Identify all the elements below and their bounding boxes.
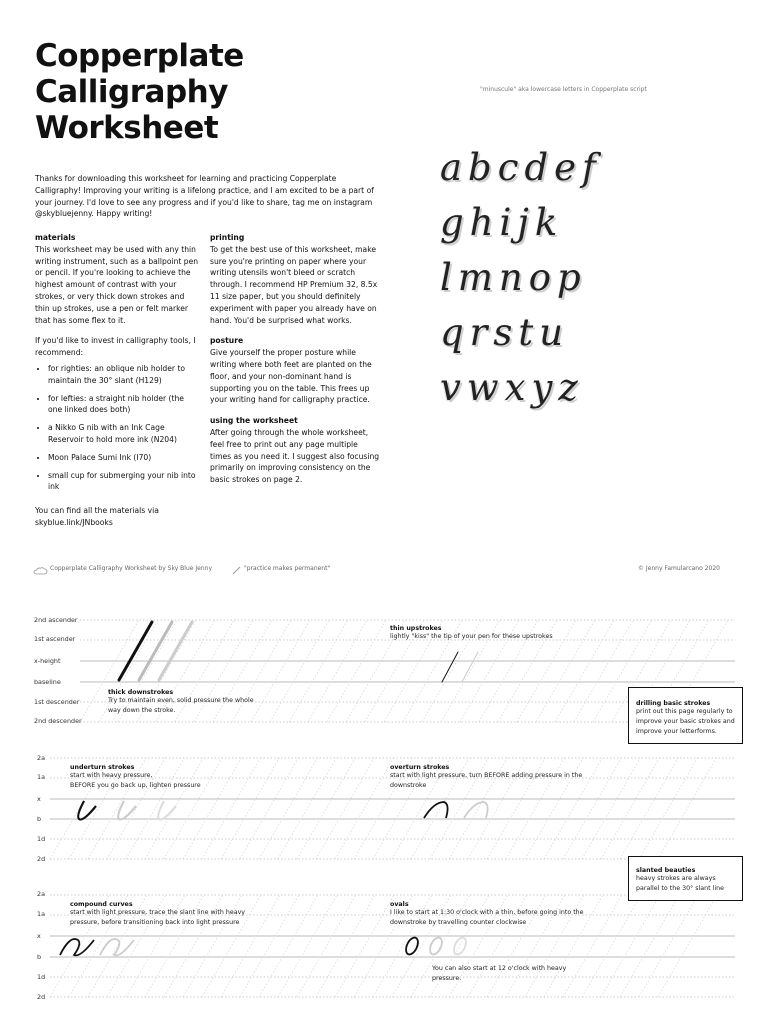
slant-line (316, 758, 374, 859)
note-title: slanted beauties (636, 867, 696, 874)
slant-line (327, 620, 386, 722)
using-body: After going through the whole worksheet, feel free to print out any page multiple times as you need it. I suggest also focusing primarily on improving consistency on the basic strokes on page 2. (210, 427, 380, 485)
slant-line (601, 895, 660, 997)
slant-line (278, 758, 336, 859)
thick-downstrokes-note (108, 689, 258, 716)
slant-line (316, 895, 375, 997)
compound-curves-note (70, 901, 275, 928)
alphabet-row: vwxyz (440, 366, 584, 409)
note-body: start with heavy pressure, (70, 772, 153, 779)
materials-invest: If you'd like to invest in calligraphy tools, I recommend: (35, 336, 196, 358)
guide-label: b (37, 953, 42, 961)
list-item: • for lefties: a straight nib holder (the one linked does both) (48, 393, 200, 417)
slant-line (251, 620, 310, 722)
guide-label: 1d (37, 973, 46, 981)
posture-body: Give yourself the proper posture while writing where both feet are planted on the floor, and your non-dominant hand is supporting you on the table. This frees up your writing hand for calligraphy practice. (210, 348, 372, 405)
guide-label: 2a (37, 890, 45, 898)
note-body: start with light pressure, turn BEFORE adding pressure in the downstroke (390, 772, 583, 789)
note-title: drilling basic strokes (636, 700, 711, 707)
alphabet-caption: "minuscule" aka lowercase letters in Copperplate script (480, 86, 647, 93)
slant-line (639, 758, 697, 859)
printing-heading: printing (210, 233, 245, 242)
guide-label: x (37, 932, 41, 940)
posture-heading: posture (210, 336, 244, 346)
note-body: lightly "kiss" the tip of your pen for these upstrokes (390, 633, 553, 640)
overturn-stroke-trace (464, 802, 488, 818)
compound-curve-trace (100, 939, 134, 955)
thick-downstroke-trace (159, 622, 192, 680)
guide-label: x (37, 795, 41, 803)
oval-stroke-trace (452, 936, 469, 957)
slant-line (335, 758, 393, 859)
note-body: BEFORE you go back up, lighten pressure (70, 782, 201, 789)
underturn-stroke-trace (118, 801, 136, 819)
list-item: • Moon Palace Sumi Ink (I70) (48, 452, 200, 464)
guide-label: baseline (34, 678, 61, 686)
slant-line (658, 758, 716, 859)
note-title: overturn strokes (390, 764, 450, 771)
using-heading: using the worksheet (210, 416, 298, 426)
guide-label: 2nd descender (34, 717, 82, 725)
list-item: • for righties: an oblique nib holder to maintain the 30° slant (H129) (48, 363, 200, 387)
intro-text: Thanks for downloading this worksheet for learning and practicing Copperplate Calligraphy! Improving your writing is a lifelong practice, and I am excited to be a part of your journey. I'd love to see any progress and if you'd like to share, tag me on instagram @skybluejenny. Happy writing! (35, 174, 374, 219)
guide-label: 2d (37, 993, 46, 1001)
list-item: • a Nikko G nib with an Ink Cage Reservoir to hold more ink (N204) (48, 422, 200, 446)
slant-line (278, 895, 337, 997)
note-body: Try to maintain even, solid pressure the whole way down the stroke. (108, 697, 254, 714)
underturn-stroke (78, 801, 96, 819)
slant-line (270, 620, 329, 722)
guide-label: 2d (37, 855, 46, 863)
guide-label: 1a (37, 773, 45, 781)
footer-motto: "practice makes permanent" (244, 565, 331, 572)
guide-label: 1st ascender (34, 635, 76, 643)
drilling-strokes-box (628, 687, 743, 744)
materials-find: You can find all the materials via skyblue.link/JNbooks (35, 506, 159, 527)
thin-upstroke-trace (462, 652, 478, 682)
oval-stroke-trace (428, 936, 445, 957)
alphabet-row: qrstu (440, 311, 570, 354)
page-title: Copperplate Calligraphy Worksheet (35, 38, 244, 146)
underturn-note (70, 764, 270, 791)
guide-label: 1a (37, 910, 45, 918)
note-title: ovals (390, 901, 409, 908)
slant-line (289, 620, 348, 722)
footer-credit: Copperplate Calligraphy Worksheet by Sky Blue Jenny (50, 565, 212, 572)
ovals-note (390, 901, 605, 928)
note-body: I like to start at 1:30 o'clock with a thin, before going into the downstroke by travelling counter clockwise (390, 909, 584, 926)
thin-upstroke (442, 652, 458, 682)
alphabet-row: ghijk (440, 201, 564, 244)
slant-line (658, 895, 717, 997)
guide-label: 2nd ascender (34, 616, 78, 624)
guide-label: x-height (34, 657, 61, 665)
ovals-alt-note: You can also start at 12 o'clock with heavy pressure. (432, 965, 567, 982)
slant-line (297, 895, 356, 997)
note-body: start with light pressure, trace the slant line with heavy pressure, before transitioning back into light pressure (70, 909, 246, 926)
note-title: compound curves (70, 901, 133, 908)
slant-line (620, 758, 678, 859)
slant-line (639, 895, 698, 997)
thick-downstroke-trace (139, 622, 172, 680)
note-title: underturn strokes (70, 764, 135, 771)
footer-copyright: © Jenny Famularcano 2020 (638, 565, 720, 572)
guide-label: b (37, 815, 42, 823)
overturn-note (390, 764, 605, 791)
note-title: thin upstrokes (390, 625, 442, 632)
materials-body: This worksheet may be used with any thin writing instrument, such as a ballpoint pen or pencil. If you're looking to achieve the highest amount of contrast with your strokes, or very thick down strokes and thin up strokes, use a pen or felt marker that has some flex to it. (35, 244, 199, 325)
printing-body: To get the best use of this worksheet, make sure you're printing on paper where your writing utensils won't bleed or scratch through. I recommend HP Premium 32, 8.5x 11 size paper, but you should definitely experiment with paper you already have on hand. You'd be surprised what works. (210, 244, 378, 325)
guide-label: 1d (37, 835, 46, 843)
thin-upstrokes-note (390, 625, 590, 642)
compound-curve (60, 939, 94, 955)
note-body: heavy strokes are always parallel to the 30° slant line (636, 875, 724, 892)
materials-heading: materials (35, 233, 76, 242)
slant-line (297, 758, 355, 859)
slant-line (601, 758, 659, 859)
slanted-beauties-box (628, 856, 743, 901)
slant-line (308, 620, 367, 722)
slant-line (335, 895, 394, 997)
thick-downstroke (119, 622, 152, 680)
guide-label: 2a (37, 754, 45, 762)
note-body: print out this page regularly to improve your basic strokes and improve your letterforms. (636, 708, 735, 735)
alphabet-row: lmnop (440, 256, 587, 299)
slant-line (620, 895, 679, 997)
note-title: thick downstrokes (108, 689, 174, 696)
underturn-stroke-trace (158, 801, 176, 819)
alphabet-row: abcdef (440, 146, 602, 189)
guide-label: 1st descender (34, 698, 80, 706)
oval-stroke (404, 936, 421, 957)
list-item: • small cup for submerging your nib into ink (48, 470, 200, 494)
